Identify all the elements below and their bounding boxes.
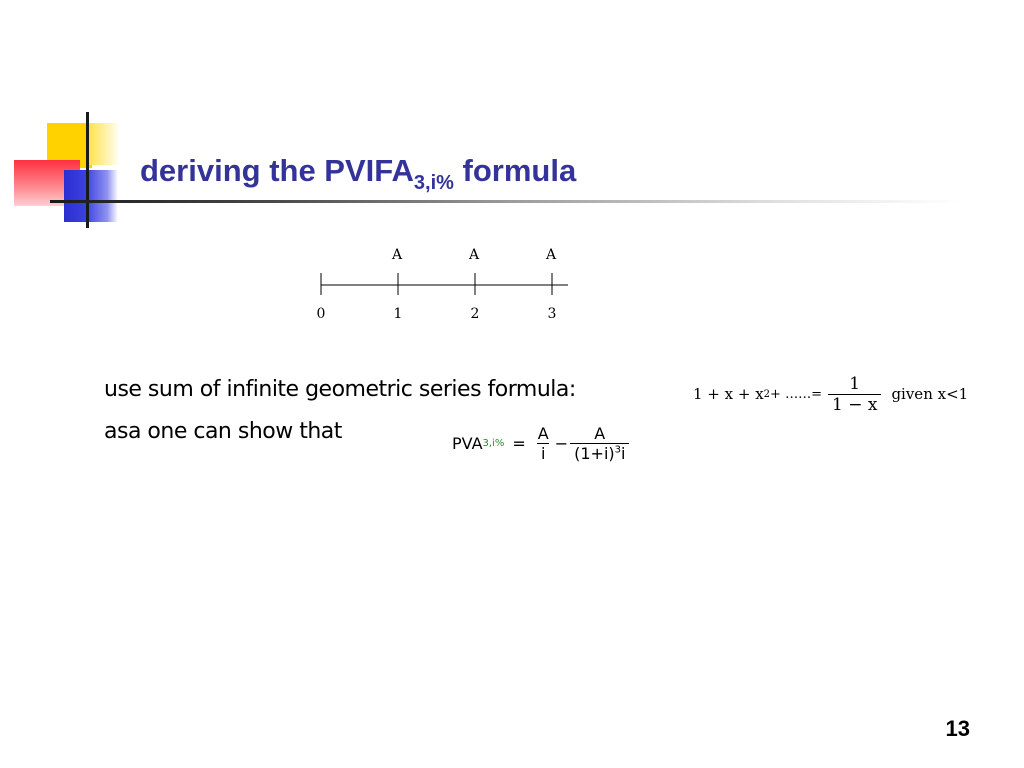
term1-numerator: A <box>537 423 549 443</box>
series-lhs: 1 + x + x <box>693 385 764 403</box>
term2-den-tail: i <box>621 443 626 463</box>
cash-flow-timeline <box>300 240 590 330</box>
series-numerator: 1 <box>849 373 861 394</box>
payment-label: A <box>545 247 557 263</box>
pva-term-1 <box>534 424 553 463</box>
term2-den-base: (1+i) <box>574 443 615 463</box>
series-denominator: 1 − x <box>828 394 881 415</box>
slide-title <box>140 153 576 195</box>
pva-equals: = <box>512 433 526 453</box>
title-suffix: formula <box>462 153 577 188</box>
logo-vertical-line <box>86 112 89 228</box>
body-line-1: use sum of infinite geometric series formula: <box>104 377 576 402</box>
page-number: 13 <box>945 716 970 741</box>
pva-term-2 <box>570 424 629 463</box>
body-line-2: asa one can show that <box>104 419 342 444</box>
series-exponent: 2 <box>763 388 771 400</box>
period-label: 3 <box>547 306 557 322</box>
payment-label: A <box>391 247 403 263</box>
title-main: deriving the PVIFA <box>140 153 414 188</box>
pva-minus: − <box>554 433 569 453</box>
title-subscript: 3,i% <box>413 172 454 194</box>
pva-lhs: PVA <box>452 433 483 453</box>
period-label: 2 <box>470 306 480 322</box>
term1-denominator: i <box>537 443 549 463</box>
series-condition: given x<1 <box>891 385 969 403</box>
logo-blue-square <box>64 170 118 222</box>
logo-yellow-fade <box>88 123 120 165</box>
term2-numerator: A <box>594 423 606 443</box>
pva-formula <box>452 415 629 471</box>
period-label: 1 <box>393 306 403 322</box>
period-label: 0 <box>316 306 326 322</box>
pva-subscript: 3,i% <box>482 437 505 449</box>
term2-den-exponent: 3 <box>614 444 621 456</box>
term2-denominator <box>570 443 629 463</box>
series-fraction <box>828 374 881 415</box>
title-underline <box>50 200 960 203</box>
geometric-series-formula <box>693 368 968 420</box>
payment-label: A <box>468 247 480 263</box>
series-rest: + ……= <box>770 386 822 402</box>
